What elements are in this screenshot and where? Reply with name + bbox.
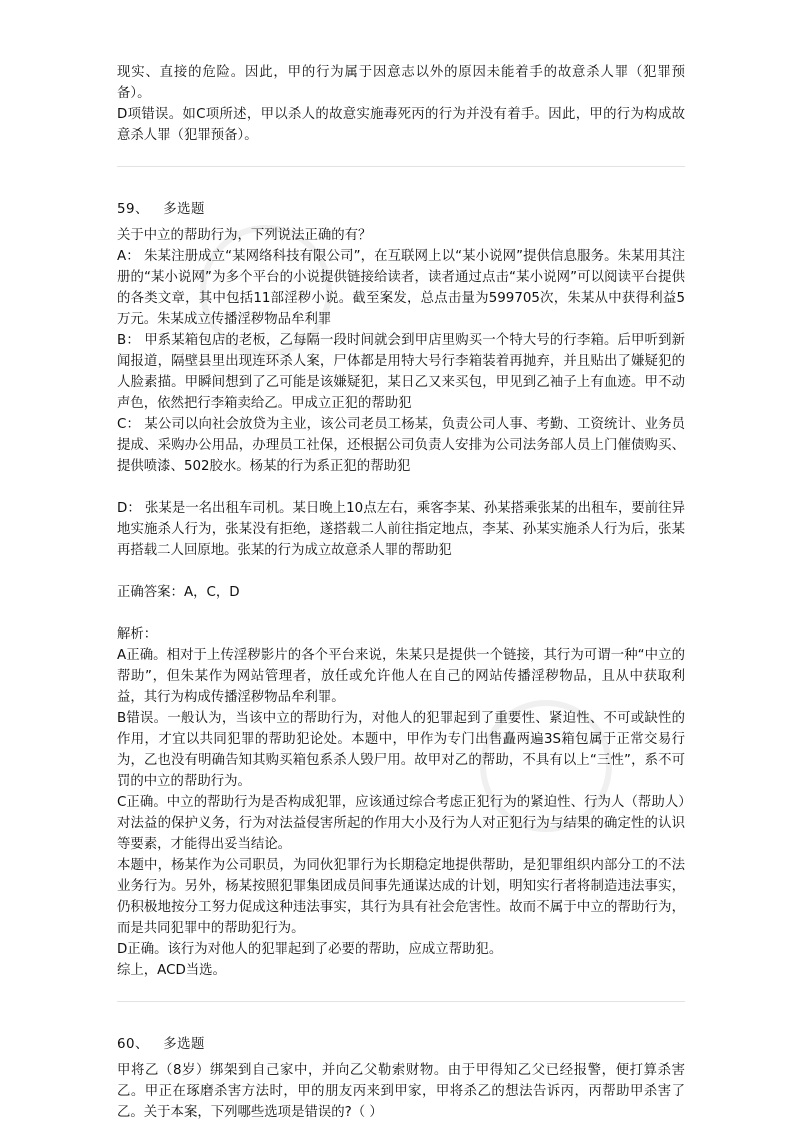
analysis-paragraph: C正确。中立的帮助行为是否构成犯罪，应该通过综合考虑正犯行为的紧迫性、行为人（帮助人）对法益的保护义务，行为对法益侵害所起的作用大小及行为人对正犯行为与结果的确定性的认识等要素，才能得出妥当结论。 xyxy=(117,795,685,852)
analysis-label: 解析： xyxy=(117,627,158,642)
correct-answer xyxy=(117,582,685,603)
question-type: 多选题 xyxy=(163,1037,205,1052)
option-c: C： 某公司以向社会放贷为主业，该公司老员工杨某，负责公司人事、考勤、工资统计、业务员提成、采购办公用品，办理员工社保，还根据公司负责人安排为公司法务部人员上门催债购买、提供喷漆、502胶水。杨某的行为系正犯的帮助犯 xyxy=(117,417,685,474)
analysis-paragraph: D项错误。如C项所述，甲以杀人的故意实施毒死丙的行为并没有着手。因此，甲的行为构成故意杀人罪（犯罪预备）。 xyxy=(117,107,685,143)
question-separator: 、 xyxy=(135,202,149,217)
document-page xyxy=(117,62,685,1123)
answer-value: A，C，D xyxy=(183,585,240,600)
answer-label: 正确答案： xyxy=(117,585,184,600)
analysis-paragraph: D正确。该行为对他人的犯罪起到了必要的帮助，应成立帮助犯。 xyxy=(117,942,503,957)
option-d: D： 张某是一名出租车司机。某日晚上10点左右，乘客李某、孙某搭乘张某的出租车，要前往异地实施杀人行为，张某没有拒绝，遂搭载二人前往指定地点，李某、孙某实施杀人行为后，张某再搭载二人回原地。张某的行为成立故意杀人罪的帮助犯 xyxy=(117,501,685,558)
question-type: 多选题 xyxy=(163,202,205,217)
analysis-paragraph: 本题中，杨某作为公司职员，为同伙犯罪行为长期稳定地提供帮助，是犯罪组织内部分工的不法业务行为。另外，杨某按照犯罪集团成员间事先通谋达成的计划，明知实行者将制造违法事实，仍积极地按分工努力促成这种违法事实，其行为具有社会危害性。故而不属于中立的帮助行为，而是共同犯罪中的帮助犯行为。 xyxy=(117,858,685,936)
divider xyxy=(117,166,685,167)
analysis-paragraph: A正确。相对于上传淫秽影片的各个平台来说，朱某只是提供一个链接，其行为可谓一种“中立的帮助”，但朱某作为网站管理者，放任或允许他人在自己的网站传播淫秽物品，且从中获取利益，其行为构成传播淫秽物品牟利罪。 xyxy=(117,648,685,705)
question-separator: 、 xyxy=(135,1037,149,1052)
option-b: B： 甲系某箱包店的老板，乙每隔一段时间就会到甲店里购买一个特大号的行李箱。后甲听到新闻报道，隔壁县里出现连环杀人案，尸体都是用特大号行李箱装着再抛弃，并且贴出了嫌疑犯的人脸素描。甲瞬间想到了乙可能是该嫌疑犯，某日乙又来买包，甲见到乙袖子上有血迹。甲不动声色，依然把行李箱卖给乙。甲成立正犯的帮助犯 xyxy=(117,333,685,411)
question-60 xyxy=(117,1034,685,1123)
question-stem: 关于中立的帮助行为，下列说法正确的有？ xyxy=(117,228,372,243)
question-stem: 甲将乙（8岁）绑架到自己家中，并向乙父勒索财物。由于甲得知乙父已经报警，便打算杀害乙。甲正在琢磨杀害方法时，甲的朋友丙来到甲家，甲将杀乙的想法告诉丙，丙帮助甲杀害了乙。关于本案，下列哪些选项是错误的?（ ） xyxy=(117,1063,685,1120)
analysis-paragraph: B错误。一般认为，当该中立的帮助行为，对他人的犯罪起到了重要性、紧迫性、不可或缺性的作用，才宜以共同犯罪的帮助犯论处。本题中，甲作为专门出售矗两遍3S箱包属于正常交易行为，乙也没有明确告知其购买箱包系杀人毁尸用。故甲对乙的帮助，不具有以上“三性”，系不可罚的中立的帮助行为。 xyxy=(117,711,685,789)
question-header xyxy=(117,199,685,220)
question-number: 60 xyxy=(117,1037,136,1052)
question-number: 59 xyxy=(117,202,136,217)
question-header xyxy=(117,1034,685,1055)
analysis-paragraph: 现实、直接的危险。因此，甲的行为属于因意志以外的原因未能着手的故意杀人罪（犯罪预备）。 xyxy=(117,65,685,101)
divider xyxy=(117,1001,685,1002)
question-59 xyxy=(117,199,685,981)
previous-question-tail xyxy=(117,62,685,146)
analysis-paragraph: 综上，ACD当选。 xyxy=(117,963,226,978)
option-a: A： 朱某注册成立“某网络科技有限公司”，在互联网上以“某小说网”提供信息服务。朱某用其注册的“某小说网”为多个平台的小说提供链接给读者，读者通过点击“某小说网”可以阅读平台提供的各类文章，其中包括11部淫秽小说。截至案发，总点击量为599705次，朱某从中获得利益5万元。朱某成立传播淫秽物品牟利罪 xyxy=(117,249,685,327)
